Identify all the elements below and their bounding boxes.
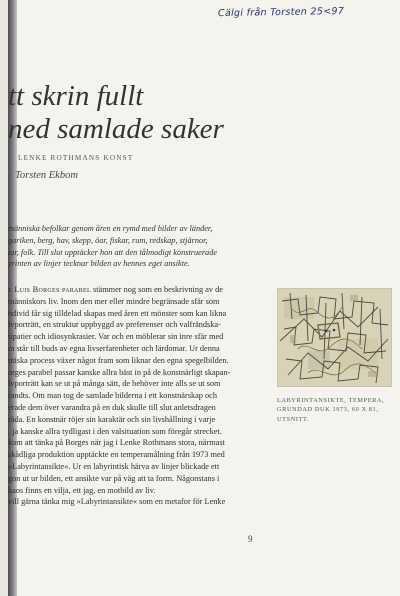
body-line: kom att tänka på Borges när jag i Lenke Rothmans stora, närmast (8, 438, 225, 448)
lead-in-rest: stämmer nog som en beskrivning av de (90, 285, 223, 294)
book-page (8, 0, 400, 596)
body-line: räda. En konstnär röjer sin karaktär och sin livshållning i varje (8, 414, 216, 424)
body-line: erade dem över varandra på en duk skulle till slut anletsdragen (8, 402, 216, 412)
article-ingress (8, 223, 270, 270)
ingress-line: tar, folk. Till slut upptäcker hon att den tålmodigt konstruerade (8, 247, 218, 257)
body-line: »Labyrintansikte«. Ur en labyrintisk härva av linjer blickade ett (8, 461, 220, 471)
labyrinth-painting-image (277, 288, 392, 387)
body-line: ntiska process växer något fram som liknar den egna spegelbilden. (8, 355, 229, 365)
title-line-1: tt skrin fullt (8, 80, 144, 112)
title-line-2: ned samlade saker (8, 113, 224, 145)
body-line: tipatier och idiosynkrasier. Var och en möblerar sin inre sfär med (8, 332, 224, 342)
caption-line: UTSNITT. (277, 415, 310, 423)
article-body (8, 284, 270, 508)
lead-in-caps: e Luis Borges parabel (8, 285, 91, 294)
body-line: ndivid får sig tilldelad skapas med åren ett mönster som kan likna (8, 308, 227, 318)
article-byline: Torsten Ekbom (15, 170, 78, 181)
article-title (8, 80, 224, 146)
body-line: orges parabel passar kanske allra bäst in på de konstnärligt skapan- (8, 367, 231, 377)
body-line: skådliga produktion upptäckte en temperamålning från 1973 med (8, 450, 225, 460)
caption-line: LABYRINTANSIKTE, TEMPERA, (277, 397, 385, 404)
ingress-line: gariken, berg, hav, skepp, öar, fiskar, rum, redskap, stjärnor, (8, 235, 208, 245)
body-line: gon ut ur bilden, ett ansikte var på väg att ta form. Någonstans i (8, 473, 220, 483)
body-line: randts. Om man tog de samlade bilderna i ett konstnärskap och (8, 391, 217, 401)
body-line: lvporträtt, en struktur uppbyggd av preferenser och valfrändska- (8, 320, 221, 330)
page-number: 9 (248, 534, 253, 544)
body-line: lvporträtt kan se ut på många sätt, de behöver inte alls se ut som (8, 379, 221, 389)
ingress-line: människa befolkar genom åren en rymd med bilder av länder, (8, 224, 213, 233)
body-line-first (8, 284, 270, 296)
body-line: , ja kanske allra tydligast i den valsituation som föregår strecket. (8, 426, 222, 436)
body-line: människors liv. Inom den mer eller mindre begränsade sfär som (8, 296, 220, 306)
handwritten-note: Cälgi från Torsten 25<97 (217, 5, 345, 20)
article-kicker: LENKE ROTHMANS KONST (18, 154, 134, 162)
artwork-caption (277, 396, 384, 424)
body-line: m står till buds av egna livserfarenheter och lärdomar. Ur denna (8, 343, 220, 353)
caption-line: GRUNDAD DUK 1973, 60 X 81, (277, 406, 379, 414)
body-line: kaos finns en vilja, ett jag, en motbild av liv. (8, 485, 156, 495)
painting-icon (278, 289, 392, 387)
body-line: vill gärna tänka mig »Labyrintansikte« som en metafor för Lenke (8, 497, 226, 507)
ingress-line: yrinten av linjer tecknar bilden av hennes eget ansikte. (8, 259, 190, 269)
